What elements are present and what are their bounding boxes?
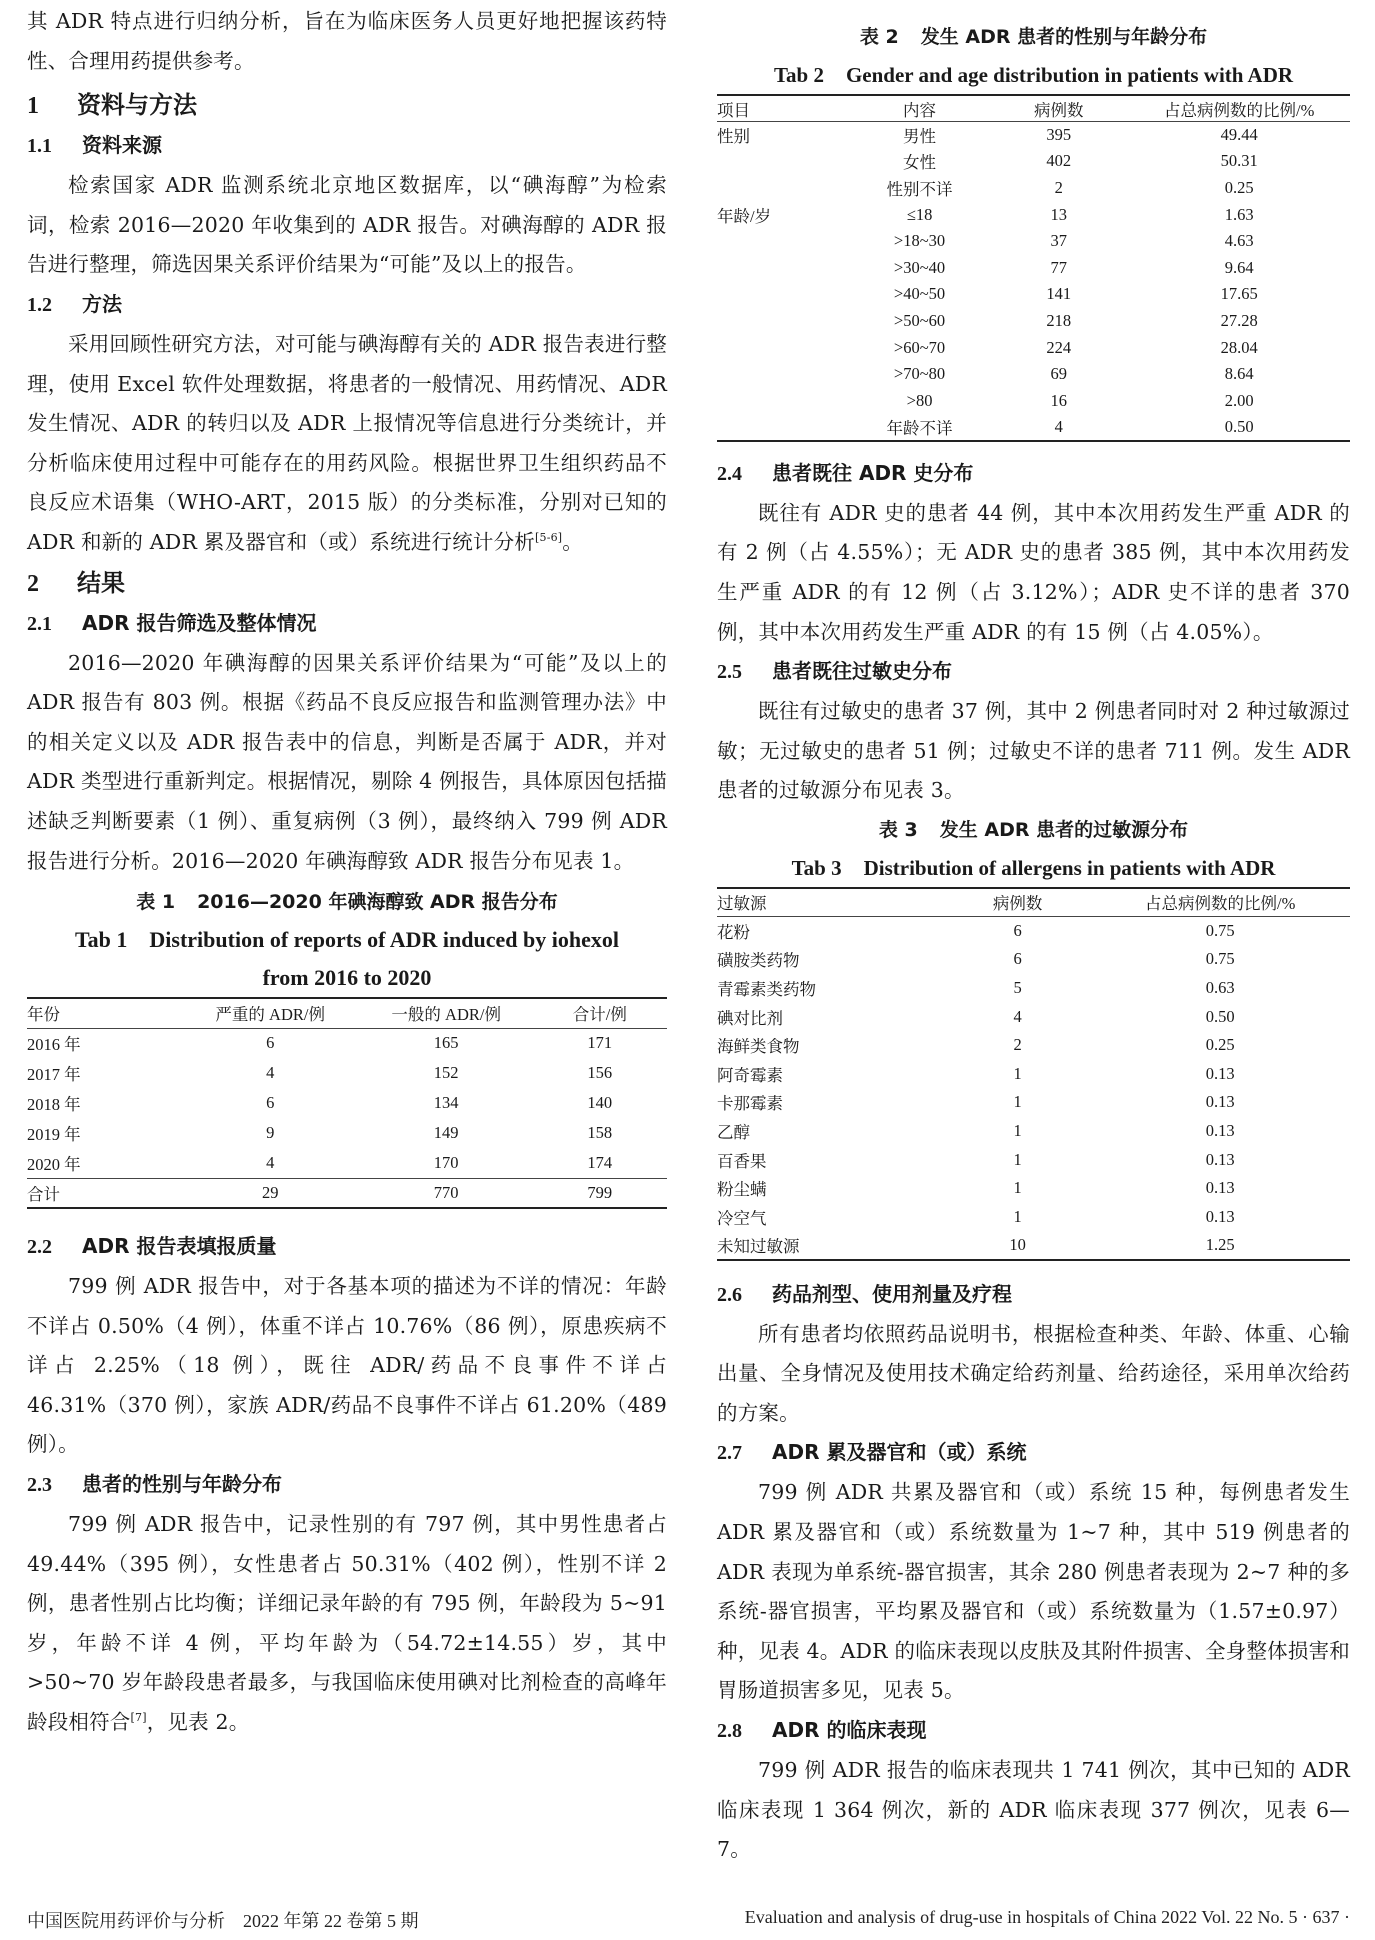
table-cell: 0.13	[1205, 1149, 1235, 1169]
table-cell: 百香果	[717, 1151, 767, 1171]
table-cell	[717, 334, 850, 361]
table-cell: 0.25	[1224, 178, 1254, 198]
table-cell: 4.63	[1224, 231, 1254, 251]
section-title: 患者既往过敏史分布	[772, 659, 952, 684]
table-cell: 1	[1013, 1092, 1022, 1112]
column-header: 病例数	[992, 894, 1043, 914]
table-cell: 141	[1046, 284, 1072, 304]
table-cell: 女性	[903, 153, 937, 173]
column-header: 严重的 ADR/例	[215, 1005, 325, 1025]
section-number: 2.1	[27, 612, 52, 635]
table-cell: 9.64	[1224, 257, 1254, 277]
section-number: 2.6	[717, 1283, 742, 1306]
table-cell: 阿奇霉素	[717, 1065, 783, 1085]
section-2-5-paragraph: 既往有过敏史的患者 37 例，其中 2 例患者同时对 2 种过敏源过敏；无过敏史的患者 51 例；过敏史不详的患者 711 例。发生 ADR 患者的过敏源分布见表 3。	[717, 699, 1350, 803]
table-cell: 9	[266, 1123, 275, 1143]
table-cell: 4	[266, 1063, 275, 1083]
table-cell: 青霉素类药物	[717, 979, 816, 999]
section-2-5-heading	[717, 652, 1350, 692]
section-number: 2	[27, 570, 39, 597]
table-row	[717, 1031, 1350, 1060]
table-cell: 粉尘螨	[717, 1180, 767, 1200]
table-cell: 0.13	[1205, 1063, 1235, 1083]
table-cell: 性别不详	[886, 180, 953, 200]
paragraph-text: 采用回顾性研究方法，对可能与碘海醇有关的 ADR 报告表进行整理，使用 Excel 软件处理数据，将患者的一般情况、用药情况、ADR 发生情况、ADR 的转归以及 ADR 上报情况等信息进行分类统计，并分析临床使用过程中可能存在的用药风险。根据世界卫生组织药品不良反应术语集（WHO-ART，2015 版）的分类标准，分别对已知的 ADR 和新的 ADR 累及器官和（或）系统进行统计分析	[27, 331, 667, 554]
column-header: 年份	[27, 1005, 60, 1025]
paragraph-end: 。	[562, 529, 583, 554]
table-cell: 2	[1013, 1035, 1022, 1055]
table-cell: 冷空气	[717, 1208, 767, 1228]
table-cell	[717, 175, 850, 202]
section-title: 方法	[82, 291, 122, 316]
table-cell: 0.25	[1205, 1035, 1235, 1055]
table-cell: 年龄不详	[886, 418, 953, 438]
table-cell: 卡那霉素	[717, 1094, 783, 1114]
table-cell: 花粉	[717, 923, 750, 943]
section-2-4-heading	[717, 454, 1350, 494]
table-row	[27, 1028, 667, 1058]
table-title: 发生 ADR 患者的过敏源分布	[939, 818, 1189, 841]
table-2-caption-en	[717, 56, 1350, 94]
table-row	[717, 361, 1350, 388]
table-cell: 0.50	[1205, 1006, 1235, 1026]
table-title-line1: Distribution of reports of ADR induced by iohexol	[149, 927, 619, 953]
table-2-grid	[717, 94, 1350, 442]
section-2-2-paragraph: 799 例 ADR 报告中，对于各基本项的描述为不详的情况：年龄不详占 0.50%（4 例），体重不详占 10.76%（86 例），原患疾病不详占 2.25%（18 例），既往 ADR/药品不良事件不详占 46.31%（370 例），家族 ADR/药品不良事件不详占 61.20%（489 例）。	[27, 1274, 667, 1457]
column-header: 占总病例数的比例/%	[1164, 100, 1315, 120]
table-row	[27, 1088, 667, 1118]
table-cell: 海鲜类食物	[717, 1037, 800, 1057]
table-title: Gender and age distribution in patients with ADR	[845, 63, 1294, 87]
table-cell: 2018 年	[27, 1095, 81, 1115]
table-row	[717, 334, 1350, 361]
table-cell: 6	[1013, 949, 1022, 969]
table-cell: >40~50	[893, 284, 946, 304]
section-1-1-paragraph: 检索国家 ADR 监测系统北京地区数据库，以“碘海醇”为检索词，检索 2016—2020 年收集到的 ADR 报告。对碘海醇的 ADR 报告进行整理，筛选因果关系评价结果为“可能”及以上的报告。	[27, 173, 667, 277]
table-cell: 17.65	[1220, 284, 1258, 304]
section-2-3-paragraph	[27, 1505, 667, 1743]
table-total-row	[27, 1178, 667, 1208]
citation-7[interactable]: [7]	[130, 1711, 147, 1725]
table-cell: 165	[433, 1033, 459, 1053]
table-cell: 碘对比剂	[717, 1008, 783, 1028]
table-cell: 2016 年	[27, 1035, 81, 1055]
table-cell: 152	[433, 1063, 459, 1083]
table-cell: 13	[1050, 204, 1068, 224]
table-cell: 0.13	[1205, 1120, 1235, 1140]
paragraph-end: ，见表 2。	[146, 1710, 250, 1735]
table-cell: 77	[1050, 257, 1068, 277]
table-cell	[717, 361, 850, 388]
table-row	[27, 1118, 667, 1148]
table-cell: 27.28	[1220, 311, 1258, 331]
table-cell: 224	[1046, 337, 1072, 357]
table-cell	[717, 414, 850, 441]
table-cell: 1	[1013, 1178, 1022, 1198]
section-2-1-heading	[27, 604, 667, 644]
table-cell: 799	[587, 1182, 613, 1202]
table-row	[27, 1148, 667, 1178]
table-cell: 28.04	[1220, 337, 1258, 357]
section-2-7-paragraph: 799 例 ADR 共累及器官和（或）系统 15 种，每例患者发生 ADR 累及器官和（或）系统数量为 1~7 种，其中 519 例患者的 ADR 表现为单系统-器官损害，其余 280 例患者表现为 2~7 种的多系统-器官损害，平均累及器官和（或）系统数量为（1.57±0.97）种，见表 4。ADR 的临床表现以皮肤及其附件损害、全身整体损害和胃肠道损害多见，见表 5。	[717, 1480, 1350, 1703]
table-cell: >30~40	[893, 257, 946, 277]
table-cell: 6	[1013, 921, 1022, 941]
column-header: 合计/例	[572, 1005, 627, 1025]
table-row	[717, 1231, 1350, 1260]
table-3-caption-en	[717, 849, 1350, 887]
table-cell: 134	[433, 1093, 459, 1113]
column-header: 内容	[903, 100, 937, 120]
table-row	[717, 916, 1350, 945]
section-title: 药品剂型、使用剂量及疗程	[772, 1281, 1012, 1306]
section-title: ADR 报告表填报质量	[82, 1234, 277, 1259]
table-cell: 4	[1013, 1006, 1022, 1026]
left-column	[27, 0, 667, 1743]
table-1-grid	[27, 997, 667, 1209]
right-column	[717, 0, 1350, 1870]
section-title: ADR 的临床表现	[772, 1717, 927, 1742]
section-1-2-paragraph	[27, 325, 667, 563]
table-cell: 未知过敏源	[717, 1236, 800, 1256]
citation-5-6[interactable]: [5-6]	[535, 531, 563, 545]
table-cell	[717, 255, 850, 282]
table-cell: 0.75	[1205, 921, 1235, 941]
table-cell: 29	[261, 1182, 279, 1202]
table-3	[717, 811, 1350, 1261]
table-cell: 2.00	[1224, 390, 1254, 410]
section-title: 患者的性别与年龄分布	[82, 1472, 282, 1497]
table-cell: >18~30	[893, 231, 946, 251]
section-number: 1.2	[27, 293, 52, 316]
column-header: 项目	[717, 100, 750, 120]
table-row	[717, 122, 1350, 149]
table-row	[717, 1117, 1350, 1146]
section-number: 2.5	[717, 661, 742, 684]
table-row	[717, 148, 1350, 175]
section-2-6-paragraph: 所有患者均依照药品说明书，根据检查种类、年龄、体重、心输出量、全身情况及使用技术确定给药剂量、给药途径，采用单次给药的方案。	[717, 1321, 1350, 1425]
section-1-heading	[27, 85, 667, 126]
table-row	[717, 974, 1350, 1003]
table-cell: 男性	[903, 127, 937, 147]
section-2-1-paragraph: 2016—2020 年碘海醇的因果关系评价结果为“可能”及以上的 ADR 报告有 803 例。根据《药品不良反应报告和监测管理办法》中的相关定义以及 ADR 报告表中的信息，判断是否属于 ADR，并对 ADR 类型进行重新判定。根据情况，剔除 4 例报告，具体原因包括描述缺乏判断要素（1 例）、重复病例（3 例），最终纳入 799 例 ADR 报告进行分析。2016—2020 年碘海醇致 ADR 报告分布见表 1。	[27, 650, 667, 873]
section-2-7-heading	[717, 1433, 1350, 1473]
table-row	[717, 201, 1350, 228]
section-2-6-heading	[717, 1275, 1350, 1315]
table-row	[27, 1058, 667, 1088]
table-row	[717, 388, 1350, 415]
table-cell: 1.63	[1224, 204, 1254, 224]
table-cell: 158	[587, 1123, 613, 1143]
table-cell: 0.75	[1205, 949, 1235, 969]
section-title: 患者既往 ADR 史分布	[772, 460, 974, 485]
table-cell: 5	[1013, 977, 1022, 997]
column-header: 一般的 ADR/例	[391, 1005, 501, 1025]
section-title: ADR 累及器官和（或）系统	[772, 1440, 1027, 1465]
table-row	[717, 1145, 1350, 1174]
table-cell: 乙醇	[717, 1122, 750, 1142]
section-2-8-paragraph: 799 例 ADR 报告的临床表现共 1 741 例次，其中已知的 ADR 临床表现 1 364 例次，新的 ADR 临床表现 377 例次，见表 6—7。	[717, 1757, 1350, 1862]
section-title: ADR 报告筛选及整体情况	[82, 610, 317, 635]
table-row	[717, 175, 1350, 202]
table-1-caption-en	[27, 921, 667, 959]
table-cell: 合计	[27, 1184, 60, 1204]
table-cell: 0.13	[1205, 1178, 1235, 1198]
table-header-row	[27, 998, 667, 1028]
table-cell: 140	[587, 1093, 613, 1113]
table-cell: 402	[1046, 151, 1072, 171]
table-header-row	[717, 95, 1350, 122]
section-number: 2.3	[27, 1474, 52, 1497]
section-2-8-heading	[717, 1711, 1350, 1751]
table-cell: >50~60	[893, 311, 946, 331]
table-cell: 16	[1050, 390, 1068, 410]
table-cell: 4	[1054, 416, 1063, 436]
table-cell: 10	[1009, 1234, 1026, 1254]
table-cell: 性别	[717, 127, 750, 147]
table-cell: 1	[1013, 1063, 1022, 1083]
table-2-caption-cn	[717, 18, 1350, 56]
table-cell: >80	[906, 390, 933, 410]
intro-continuation: 其 ADR 特点进行归纳分析，旨在为临床医务人员更好地把握该药特性、合理用药提供参考。	[27, 9, 667, 73]
table-label: 表 1	[136, 891, 176, 914]
table-row	[717, 228, 1350, 255]
section-title: 资料来源	[82, 133, 162, 158]
table-label: Tab 3	[791, 855, 842, 880]
section-1-2-heading	[27, 285, 667, 325]
table-1	[27, 883, 667, 1209]
table-label: 表 3	[878, 818, 918, 841]
table-title: 发生 ADR 患者的性别与年龄分布	[920, 26, 1208, 48]
table-cell: 149	[433, 1123, 459, 1143]
table-cell: 0.63	[1205, 977, 1235, 997]
table-cell: 6	[266, 1093, 275, 1113]
table-row	[717, 1174, 1350, 1203]
column-header: 病例数	[1034, 100, 1084, 120]
table-cell: >60~70	[893, 337, 946, 357]
table-cell	[717, 388, 850, 415]
section-title: 结果	[77, 568, 125, 597]
table-3-grid	[717, 887, 1350, 1261]
table-row	[717, 1059, 1350, 1088]
table-cell: 770	[433, 1182, 459, 1202]
table-cell: 50.31	[1220, 151, 1258, 171]
section-2-4-paragraph: 既往有 ADR 史的患者 44 例，其中本次用药发生严重 ADR 的有 2 例（占 4.55%）；无 ADR 史的患者 385 例，其中本次用药发生严重 ADR 的有 12 例（占 3.12%）；ADR 史不详的患者 370 例，其中本次用药发生严重 ADR 的有 15 例（占 4.05%）。	[717, 500, 1350, 644]
table-cell: 49.44	[1220, 125, 1258, 145]
table-cell: 2	[1054, 178, 1063, 198]
table-cell: 37	[1050, 231, 1068, 251]
table-2	[717, 18, 1350, 442]
table-row	[717, 414, 1350, 441]
section-title: 资料与方法	[77, 91, 197, 120]
table-label: 表 2	[859, 26, 899, 48]
table-cell: 4	[266, 1152, 275, 1172]
table-cell: 156	[587, 1063, 613, 1083]
table-label: Tab 1	[75, 927, 128, 953]
section-2-3-heading	[27, 1465, 667, 1505]
table-row	[717, 1088, 1350, 1117]
table-cell	[717, 148, 850, 175]
table-cell: 1	[1013, 1120, 1022, 1140]
table-cell: 磺胺类药物	[717, 951, 800, 971]
table-cell: 1	[1013, 1206, 1022, 1226]
table-cell: 0.13	[1205, 1092, 1235, 1112]
section-number: 2.7	[717, 1442, 742, 1465]
table-title: 2016—2020 年碘海醇致 ADR 报告分布	[197, 891, 558, 914]
table-cell: 174	[587, 1152, 613, 1172]
table-cell	[717, 308, 850, 335]
section-2-heading	[27, 563, 667, 604]
section-number: 1.1	[27, 135, 52, 158]
table-3-caption-cn	[717, 811, 1350, 849]
table-cell: 171	[587, 1033, 613, 1053]
table-cell: 1.25	[1205, 1234, 1235, 1254]
column-header: 过敏源	[717, 894, 767, 914]
section-2-2-heading	[27, 1227, 667, 1267]
table-cell: >70~80	[893, 364, 946, 384]
table-row	[717, 945, 1350, 974]
table-row	[717, 1002, 1350, 1031]
table-cell: 0.50	[1224, 416, 1254, 436]
table-cell: 395	[1046, 125, 1072, 145]
table-cell: 1	[1013, 1149, 1022, 1169]
table-row	[717, 281, 1350, 308]
table-label: Tab 2	[773, 63, 824, 87]
table-row	[717, 255, 1350, 282]
table-row	[717, 308, 1350, 335]
table-cell: ≤18	[906, 204, 933, 224]
table-1-caption-en-line2: from 2016 to 2020	[262, 965, 432, 991]
table-cell: 170	[433, 1152, 459, 1172]
footer-journal-cn: 中国医院用药评价与分析 2022 年第 22 卷第 5 期	[27, 1911, 419, 1931]
section-number: 2.4	[717, 462, 742, 485]
paragraph-text: 799 例 ADR 报告中，记录性别的有 797 例，其中男性患者占 49.44%（395 例），女性患者占 50.31%（402 例），性别不详 2 例，患者性别占比均衡；详细记录年龄的有 795 例，年龄段为 5~91 岁，年龄不详 4 例，平均年龄为（54.72±14.55）岁，其中>50~70 岁年龄段患者最多，与我国临床使用碘对比剂检查的高峰年龄段相符合	[27, 1512, 667, 1735]
table-cell	[717, 281, 850, 308]
table-cell: 2017 年	[27, 1065, 81, 1085]
section-1-1-heading	[27, 126, 667, 166]
table-cell: 8.64	[1224, 364, 1254, 384]
section-number: 2.8	[717, 1719, 742, 1742]
table-cell	[717, 228, 850, 255]
table-cell: 年龄/岁	[717, 206, 772, 226]
footer-journal-en-page: Evaluation and analysis of drug-use in hospitals of China 2022 Vol. 22 No. 5 · 637 ·	[744, 1907, 1350, 1927]
section-number: 1	[27, 93, 39, 120]
table-cell: 218	[1046, 311, 1072, 331]
column-header: 占总病例数的比例/%	[1145, 894, 1296, 914]
table-cell: 2019 年	[27, 1125, 81, 1145]
table-cell: 0.13	[1205, 1206, 1235, 1226]
table-row	[717, 1202, 1350, 1231]
table-cell: 69	[1050, 364, 1068, 384]
table-1-caption-cn	[27, 883, 667, 921]
table-header-row	[717, 888, 1350, 917]
table-cell: 6	[266, 1033, 275, 1053]
table-cell: 2020 年	[27, 1154, 81, 1174]
table-title: Distribution of allergens in patients with ADR	[863, 855, 1276, 880]
section-number: 2.2	[27, 1236, 52, 1259]
